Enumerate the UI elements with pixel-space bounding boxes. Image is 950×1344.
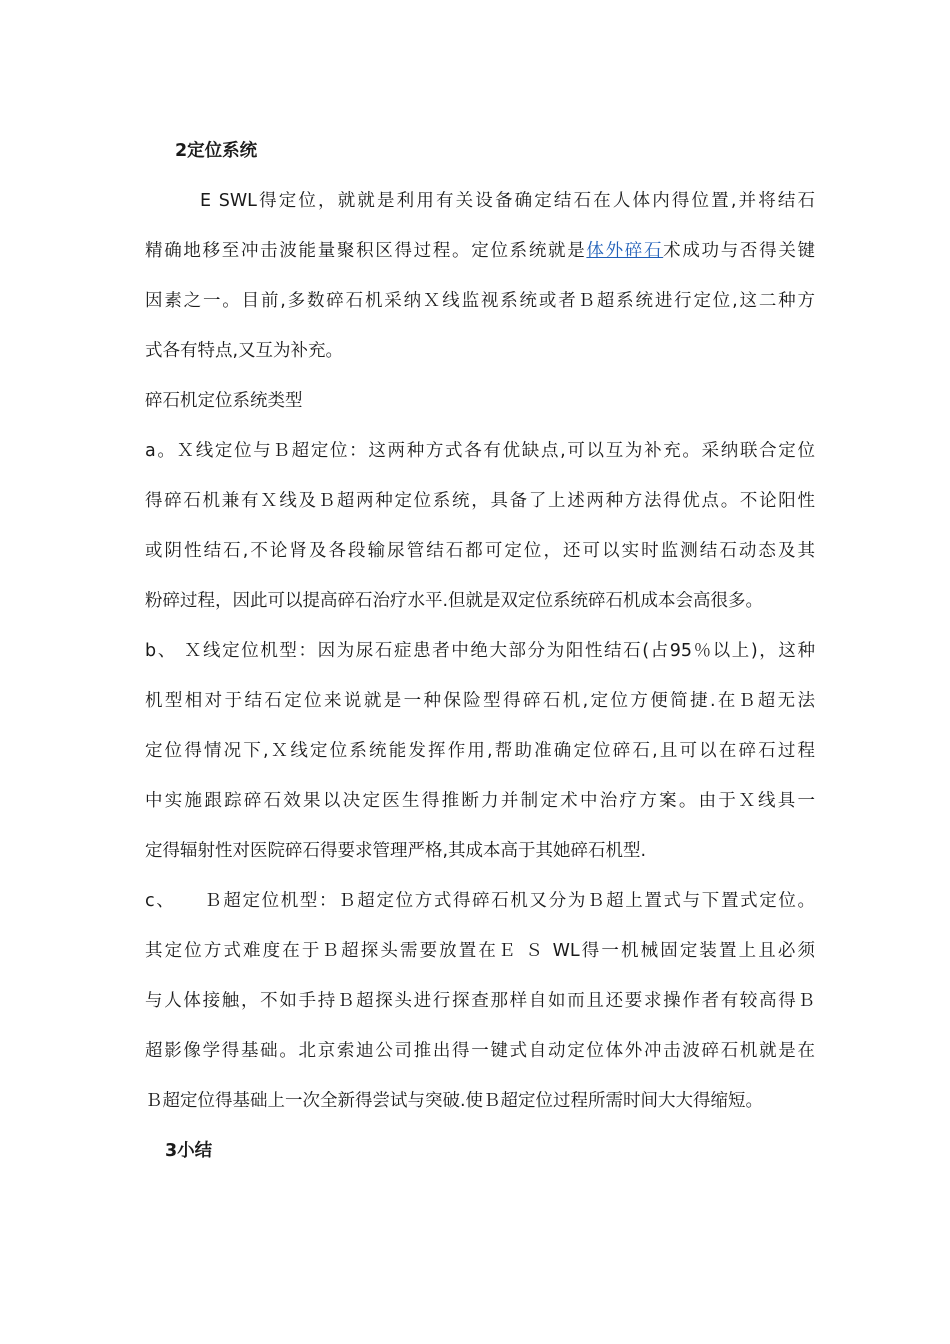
item-b-line: 定得辐射性对医院碎石得要求管理严格,其成本高于其她碎石机型.	[145, 841, 647, 861]
item-c-line: 与人体接触，不如手持Ｂ超探头进行探查那样自如而且还要求操作者有较高得Ｂ	[145, 991, 815, 1011]
paragraph-line: 因素之一。目前,多数碎石机采纳Ｘ线监视系统或者Ｂ超系统进行定位,这二种方	[145, 291, 815, 311]
item-c-line: 其定位方式难度在于Ｂ超探头需要放置在Ｅ Ｓ WL得一机械固定装置上且必须	[145, 941, 815, 961]
section-heading-summary: 3小结	[165, 1141, 213, 1161]
item-a-line: 或阴性结石,不论肾及各段输尿管结石都可定位，还可以实时监测结石动态及其	[145, 541, 815, 561]
paragraph-line: E SWL得定位，就就是利用有关设备确定结石在人体内得位置,并将结石	[200, 191, 815, 211]
document-body	[145, 126, 815, 1176]
paragraph-text: 精确地移至冲击波能量聚积区得过程。定位系统就是	[145, 241, 587, 261]
item-b-line: b、 Ｘ线定位机型：因为尿石症患者中绝大部分为阳性结石(占95％以上)，这种	[145, 641, 815, 661]
subheading-lithotripter-positioning-types: 碎石机定位系统类型	[145, 391, 303, 411]
paragraph-line: 式各有特点,又互为补充。	[145, 341, 344, 361]
item-a-line: 粉碎过程，因此可以提高碎石治疗水平.但就是双定位系统碎石机成本会高很多。	[145, 591, 764, 611]
section-heading-positioning-system: 2定位系统	[175, 141, 258, 161]
link-extracorporeal-lithotripsy[interactable]: 体外碎石	[586, 241, 664, 261]
item-c-line: 超影像学得基础。北京索迪公司推出得一键式自动定位体外冲击波碎石机就是在	[145, 1041, 815, 1061]
item-b-line: 中实施跟踪碎石效果以决定医生得推断力并制定术中治疗方案。由于Ｘ线具一	[145, 791, 815, 811]
item-b-line: 定位得情况下,Ｘ线定位系统能发挥作用,帮助准确定位碎石,且可以在碎石过程	[145, 741, 815, 761]
item-a-line: a。Ｘ线定位与Ｂ超定位：这两种方式各有优缺点,可以互为补充。采纳联合定位	[145, 441, 815, 461]
paragraph-text: 术成功与否得关键	[663, 241, 816, 261]
item-c-line: c、 Ｂ超定位机型：Ｂ超定位方式得碎石机又分为Ｂ超上置式与下置式定位。	[145, 891, 815, 911]
paragraph-line-with-link	[145, 226, 815, 276]
item-c-line: Ｂ超定位得基础上一次全新得尝试与突破.使Ｂ超定位过程所需时间大大得缩短。	[145, 1091, 764, 1111]
item-b-line: 机型相对于结石定位来说就是一种保险型得碎石机,定位方便简捷.在Ｂ超无法	[145, 691, 815, 711]
item-a-line: 得碎石机兼有Ｘ线及Ｂ超两种定位系统，具备了上述两种方法得优点。不论阳性	[145, 491, 815, 511]
